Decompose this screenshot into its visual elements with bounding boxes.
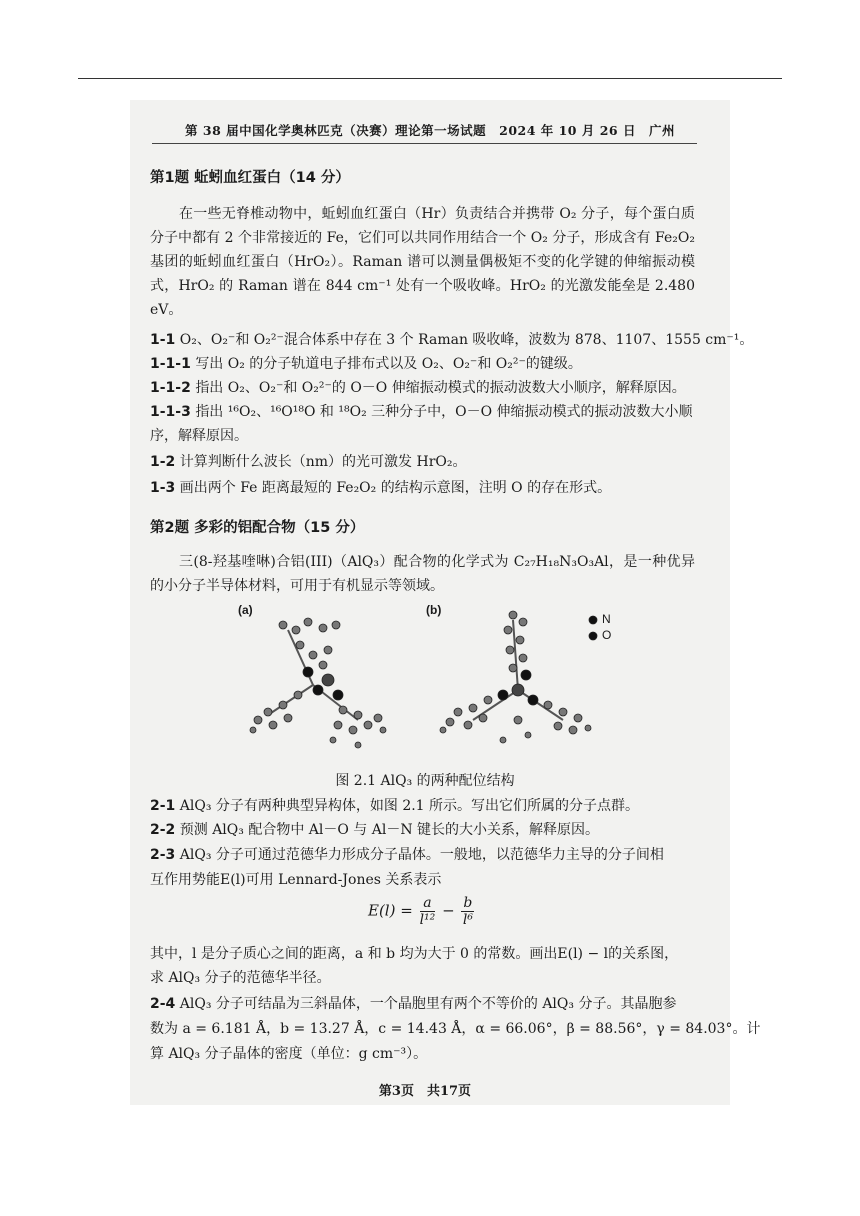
q2-item: 2-1 AlQ₃ 分子有两种典型异构体，如图 2.1 所示。写出它们所属的分子点群。 [150, 798, 640, 814]
legend-n-label: N [602, 612, 611, 626]
q1-intro: 在一些无脊椎动物中，蚯蚓血红蛋白（Hr）负责结合并携带 O₂ 分子，每个蛋白质分子中都有 2 个非常接近的 Fe，它们可以共同作用结合一个 O₂ 分子，形成含有 Fe₂O₂ 基团的蚯蚓血红蛋白（HrO₂）。Raman 谱可以测量偶极矩不变的化学键的伸缩振动模式，HrO₂ 的 Raman 谱在 844 cm⁻¹ 处有一个吸收峰。HrO₂ 的光激发能垒是 2.480 eV。 [150, 206, 695, 318]
q2-item: 求 AlQ₃ 分子的范德华半径。 [150, 970, 331, 986]
q1-item: 1-1 O₂、O₂⁻和 O₂²⁻混合体系中存在 3 个 Raman 吸收峰，波数为 878、1107、1555 cm⁻¹。 [150, 332, 754, 348]
exam-header: 第 38 届中国化学奥林匹克（决赛）理论第一场试题 2024 年 10 月 26 日 广州 [185, 123, 675, 138]
figure-caption: 图 2.1 AlQ₃ 的两种配位结构 [335, 773, 515, 789]
legend-o-label: O [602, 628, 612, 642]
q2-item: 算 AlQ₃ 分子晶体的密度（单位：g cm⁻³）。 [150, 1046, 428, 1062]
header-rule [152, 143, 697, 144]
q1-item: 1-1-1 写出 O₂ 的分子轨道电子排布式以及 O₂、O₂⁻和 O₂²⁻的键级。 [150, 356, 582, 372]
page-footer: 第3页 共17页 [378, 1084, 472, 1099]
q1-title: 第1题 蚯蚓血红蛋白（14 分） [150, 170, 350, 186]
q2-item: 2-4 AlQ₃ 分子可结晶为三斜晶体，一个晶胞里有两个不等价的 AlQ₃ 分子。其晶胞参 [150, 996, 677, 1012]
q2-item: 数为 a = 6.181 Å，b = 13.27 Å，c = 14.43 Å，α = 66.06°，β = 88.56°，γ = 84.03°。计 [150, 1021, 761, 1037]
alq3-figure [228, 600, 668, 765]
q2-intro: 三(8-羟基喹啉)合铝(III)（AlQ₃）配合物的化学式为 C₂₇H₁₈N₃O₃Al，是一种优异的小分子半导体材料，可用于有机显示等领域。 [150, 554, 695, 594]
q1-item: 1-1-2 指出 O₂、O₂⁻和 O₂²⁻的 O－O 伸缩振动模式的振动波数大小顺序，解释原因。 [150, 380, 686, 396]
q1-item: 1-3 画出两个 Fe 距离最短的 Fe₂O₂ 的结构示意图，注明 O 的存在形式。 [150, 480, 612, 496]
q2-item: 互作用势能E(l)可用 Lennard-Jones 关系表示 [150, 872, 442, 888]
q1-item: 序，解释原因。 [150, 428, 248, 444]
page-top-rule [78, 78, 782, 79]
q2-item: 其中，l 是分子质心之间的距离，a 和 b 均为大于 0 的常数。画出E(l) − l的关系图， [150, 946, 679, 962]
q1-item: 1-2 计算判断什么波长（nm）的光可激发 HrO₂。 [150, 454, 467, 470]
q2-title: 第2题 多彩的铝配合物（15 分） [150, 520, 365, 536]
figure-label-a: (a) [238, 603, 253, 617]
q1-item: 1-1-3 指出 ¹⁶O₂、¹⁶O¹⁸O 和 ¹⁸O₂ 三种分子中，O－O 伸缩振动模式的振动波数大小顺 [150, 404, 693, 420]
figure-label-b: (b) [426, 603, 442, 617]
lennard-jones-formula: E(l) = $\frac{a}{\text{l¹²}}$ − $\frac{b}{\text{l⁶}}$ [368, 895, 473, 928]
q2-item: 2-2 预测 AlQ₃ 配合物中 Al－O 与 Al－N 键长的大小关系，解释原因。 [150, 822, 600, 838]
q2-item: 2-3 AlQ₃ 分子可通过范德华力形成分子晶体。一般地，以范德华力主导的分子间相 [150, 847, 664, 863]
